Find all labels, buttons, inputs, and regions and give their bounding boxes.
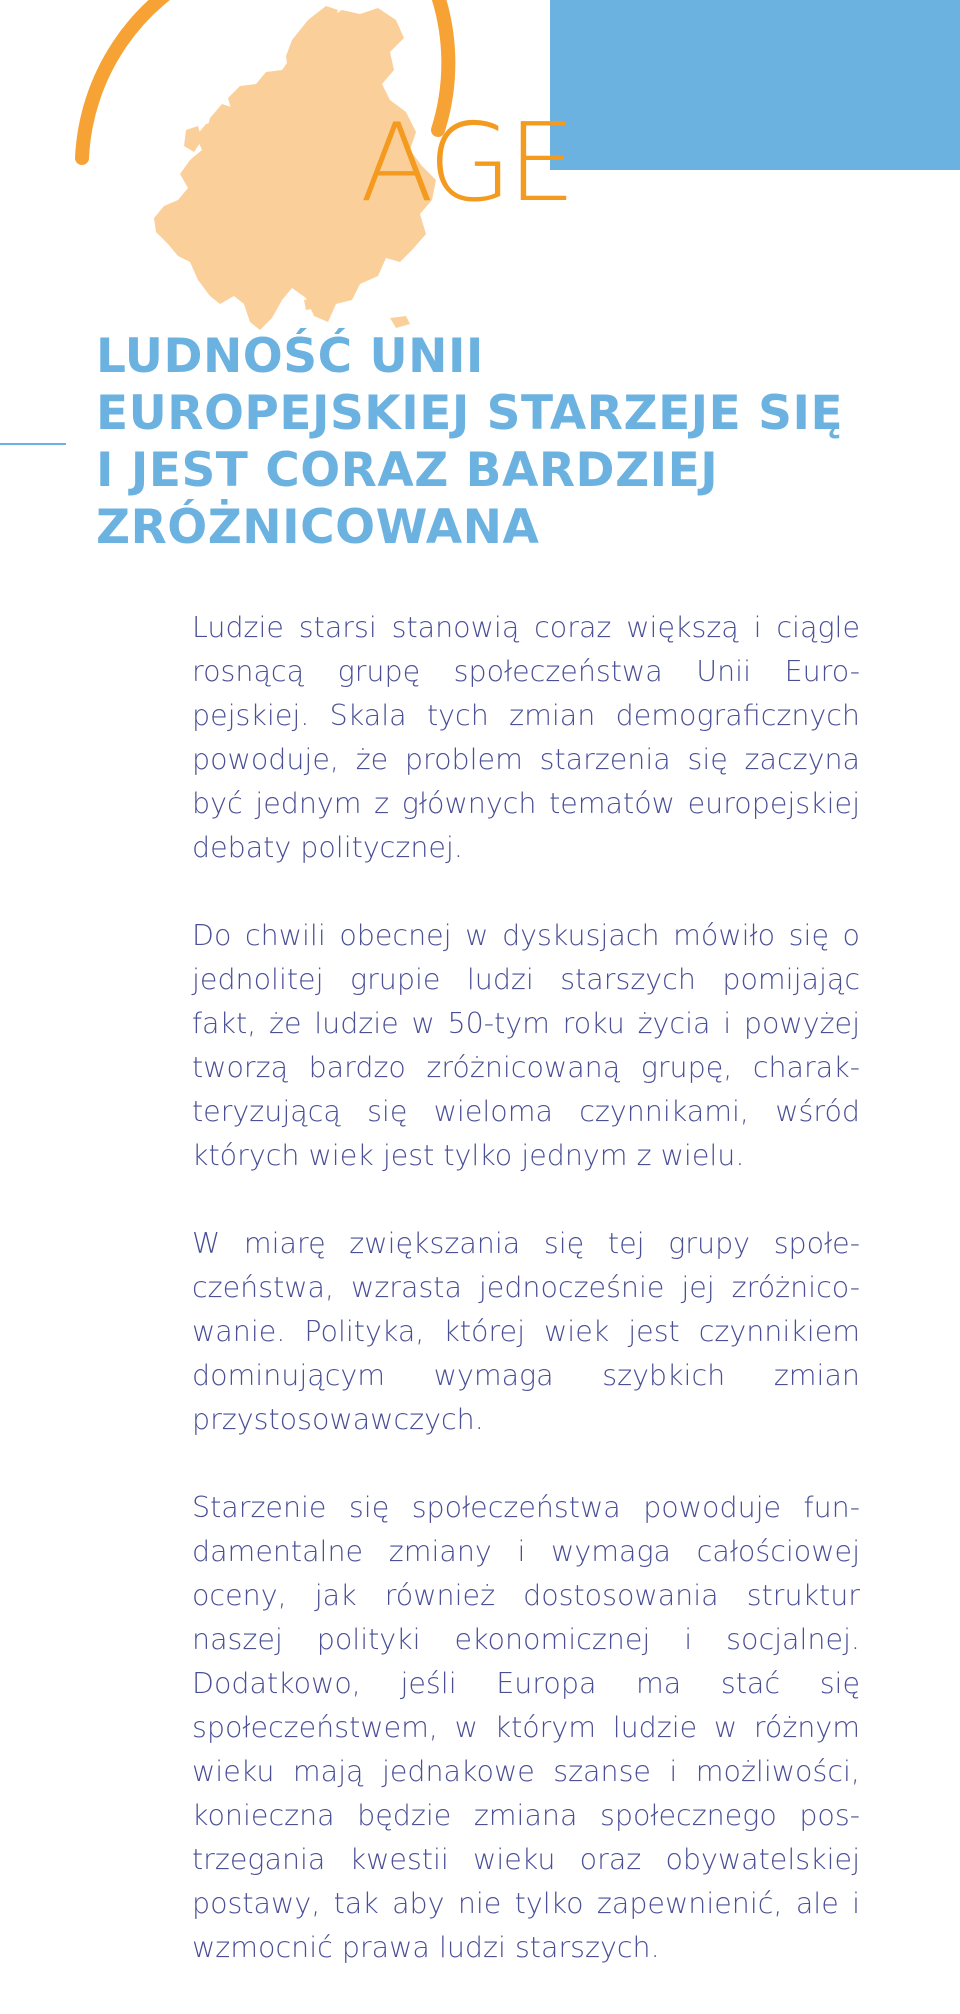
body-text [192, 606, 860, 2014]
text-line: Do chwili obecnej w dyskusjach mówiło się o [192, 919, 860, 952]
text-line: rosnącą grupę społeczeństwa Unii Euro- [192, 655, 860, 688]
paragraph-4 [192, 1486, 860, 1970]
text-line: jednolitej grupie ludzi starszych pomijając [192, 963, 860, 996]
text-line: W miarę zwiększania się tej grupy społe- [192, 1227, 860, 1260]
page-title [96, 328, 916, 556]
text-line: których wiek jest tylko jednym z wielu. [192, 1139, 745, 1172]
text-line: trzegania kwestii wieku oraz obywatelskiej [192, 1843, 860, 1876]
text-line: postawy, tak aby nie tylko zapewnienić, ale i [192, 1887, 860, 1920]
ireland-shape [184, 126, 202, 152]
text-line: wzmocnić prawa ludzi starszych. [192, 1931, 660, 1964]
title-line: LUDNOŚĆ UNII [96, 329, 484, 384]
text-line: Dodatkowo, jeśli Europa ma stać się [192, 1667, 860, 1700]
text-line: społeczeństwem, w którym ludzie w różnym [192, 1711, 860, 1744]
header-blue-band [550, 0, 960, 170]
paragraph-3 [192, 1222, 860, 1442]
paragraph-2 [192, 914, 860, 1178]
paragraph-1 [192, 606, 860, 870]
text-line: naszej polityki ekonomicznej i socjalnej. [192, 1623, 860, 1656]
text-line: być jednym z głównych tematów europejskiej [192, 787, 860, 820]
text-line: wieku mają jednakowe szanse i możliwości, [192, 1755, 860, 1788]
text-line: oceny, jak również dostosowania struktur [192, 1579, 860, 1612]
text-line: Ludzie starsi stanowią coraz większą i ciągle [192, 611, 860, 644]
text-line: dominującym wymaga szybkich zmian [192, 1359, 860, 1392]
text-line: tworzą bardzo zróżnicowaną grupę, charak- [192, 1051, 860, 1084]
text-line: pejskiej. Skala tych zmian demograficznych [192, 699, 860, 732]
text-line: czeństwa, wzrasta jednocześnie jej zróżnico- [192, 1271, 860, 1304]
text-line: fakt, że ludzie w 50-tym roku życia i powyżej [192, 1007, 860, 1040]
age-logo [60, 0, 580, 380]
text-line: konieczna będzie zmiana społecznego pos- [192, 1799, 860, 1832]
title-line: I JEST CORAZ BARDZIEJ [96, 443, 719, 498]
title-line: EUROPEJSKIEJ STARZEJE SIĘ [96, 386, 844, 441]
heading-rule [0, 443, 66, 445]
text-line: wanie. Polityka, której wiek jest czynnikiem [192, 1315, 860, 1348]
text-line: debaty politycznej. [192, 831, 463, 864]
text-line: damentalne zmiany i wymaga całościowej [192, 1535, 860, 1568]
text-line: powoduje, że problem starzenia się zaczyna [192, 743, 860, 776]
text-line: teryzującą się wieloma czynnikami, wśród [192, 1095, 860, 1128]
logo-text: AGE [360, 101, 572, 226]
text-line: przystosowawczych. [192, 1403, 484, 1436]
title-line: ZRÓŻNICOWANA [96, 500, 540, 555]
text-line: Starzenie się społeczeństwa powoduje fun- [192, 1491, 860, 1524]
